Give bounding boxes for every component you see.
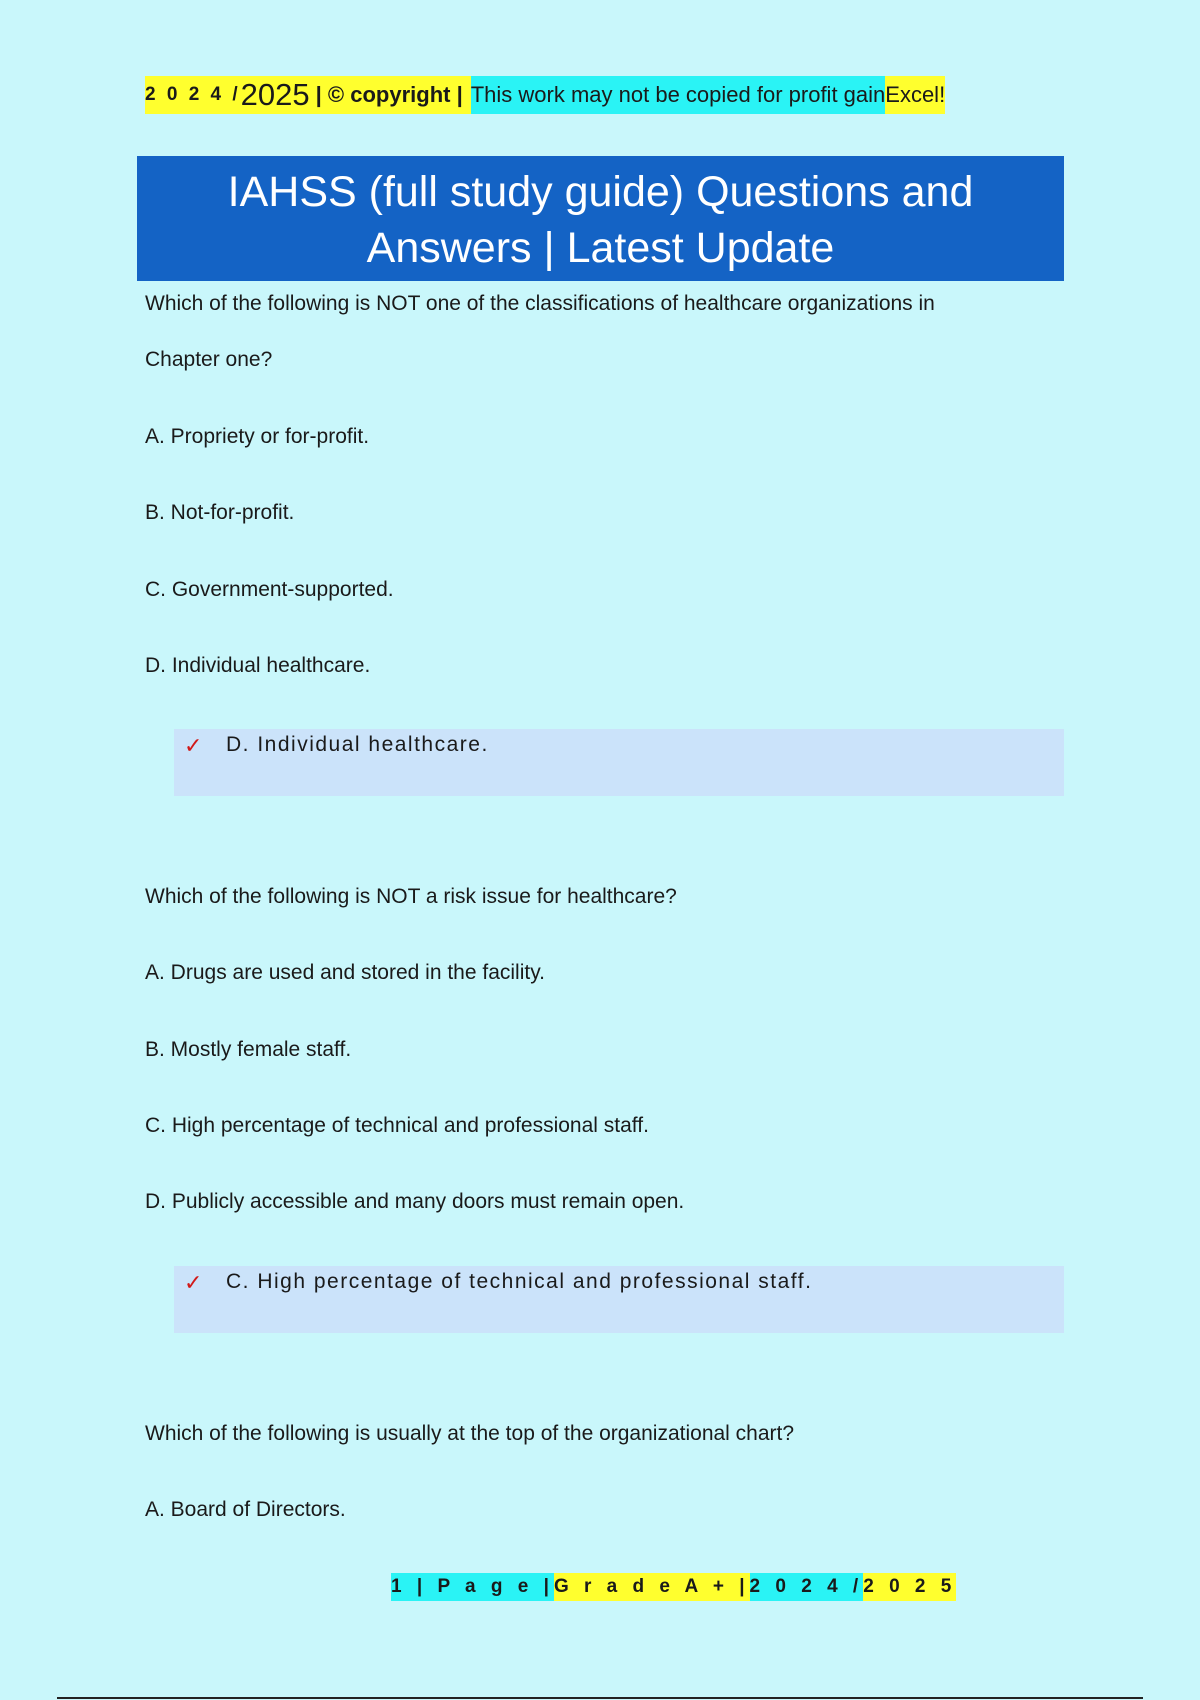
q2-option-b: B. Mostly female staff.	[145, 1038, 352, 1061]
q2-option-a: A. Drugs are used and stored in the facility.	[145, 961, 545, 984]
footer-page: 1 | P a g e |	[391, 1573, 554, 1601]
bottom-divider	[57, 1697, 1143, 1699]
title-banner	[137, 156, 1064, 281]
checkmark-icon: ✓	[184, 1270, 203, 1295]
header-spacer	[463, 76, 471, 114]
question-1-text-cont: Chapter one?	[145, 348, 273, 371]
footer-year-2: 2 0 2 5	[863, 1573, 956, 1601]
q2-option-d: D. Publicly accessible and many doors must remain open.	[145, 1190, 685, 1213]
header-year-spaced: 2 0 2 4 /	[145, 76, 241, 114]
copyright-header	[145, 76, 945, 114]
q3-option-a: A. Board of Directors.	[145, 1498, 346, 1521]
header-excel: Excel!	[885, 76, 945, 114]
question-2-text: Which of the following is NOT a risk issue for healthcare?	[145, 885, 677, 908]
page-footer	[391, 1573, 956, 1601]
q2-answer-text: C. High percentage of technical and professional staff.	[226, 1270, 813, 1293]
header-copyright: | © copyright |	[310, 76, 463, 114]
header-year-big: 2025	[240, 77, 310, 112]
footer-year-1: 2 0 2 4 /	[750, 1573, 864, 1601]
footer-grade: G r a d e A + |	[554, 1573, 750, 1601]
question-3-text: Which of the following is usually at the top of the organizational chart?	[145, 1422, 795, 1445]
question-1-text: Which of the following is NOT one of the classifications of healthcare organizations in	[145, 292, 935, 315]
q1-option-d: D. Individual healthcare.	[145, 654, 371, 677]
q1-answer-box	[174, 729, 1064, 796]
title-line-2: Answers | Latest Update	[366, 224, 835, 272]
q1-answer-text: D. Individual healthcare.	[226, 733, 489, 756]
q1-option-b: B. Not-for-profit.	[145, 501, 295, 524]
checkmark-icon: ✓	[184, 733, 203, 758]
q2-answer-box	[174, 1266, 1064, 1333]
header-notice: This work may not be copied for profit gain	[471, 76, 886, 114]
q2-option-c: C. High percentage of technical and professional staff.	[145, 1114, 649, 1137]
title-line-1: IAHSS (full study guide) Questions and	[227, 168, 974, 216]
q1-option-c: C. Government-supported.	[145, 578, 394, 601]
q1-option-a: A. Propriety or for-profit.	[145, 425, 370, 448]
